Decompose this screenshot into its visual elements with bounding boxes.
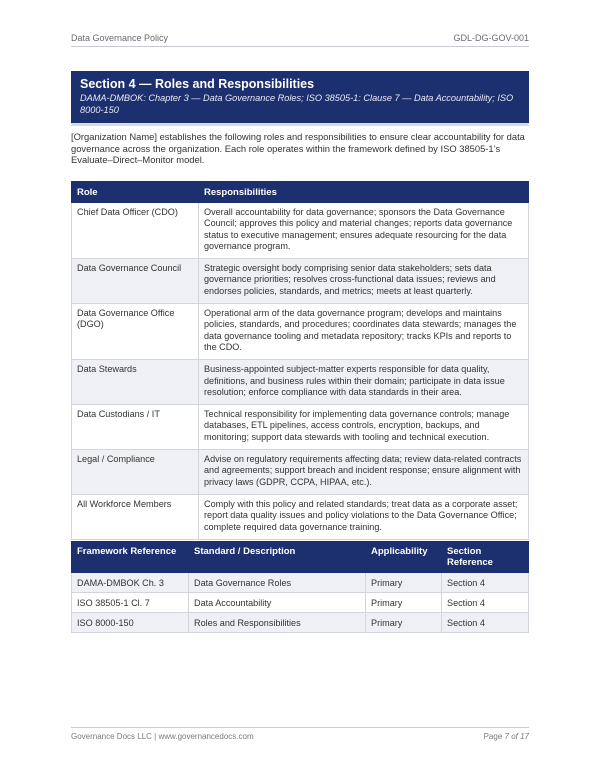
- framework-reference-cell: ISO 8000-150: [72, 613, 189, 633]
- standard-description-cell: Roles and Responsibilities: [189, 613, 366, 633]
- table-row: [72, 405, 529, 450]
- table-row: [72, 259, 529, 304]
- table-row: [72, 593, 529, 613]
- column-header-framework-reference: Framework Reference: [72, 542, 189, 573]
- table-row: [72, 450, 529, 495]
- framework-reference-cell: ISO 38505-1 Cl. 7: [72, 593, 189, 613]
- applicability-cell: Primary: [366, 573, 442, 593]
- section-reference-cell: Section 4: [442, 573, 529, 593]
- table-row: [72, 613, 529, 633]
- section-reference-cell: Section 4: [442, 613, 529, 633]
- responsibilities-cell: Operational arm of the data governance program; develops and maintains policies, standards, and procedures; coordinates data stewards; manages the data governance tooling and metadata repository; tracks KPIs and reports to the CDO.: [199, 304, 529, 360]
- table-row: [72, 203, 529, 259]
- document-id: GDL-DG-GOV-001: [453, 33, 529, 43]
- responsibilities-cell: Business-appointed subject-matter experts responsible for data quality, definitions, and business rules within their domain; participate in data issue resolution; enforce compliance with data standards in their area.: [199, 360, 529, 405]
- role-cell: All Workforce Members: [72, 494, 199, 539]
- section-title: Section 4 — Roles and Responsibilities: [80, 77, 315, 91]
- responsibilities-cell: Overall accountability for data governance; sponsors the Data Governance Council; approves this policy and material changes; reports data governance status to executive management; ensures adequate resourcing for the data governance program.: [199, 203, 529, 259]
- intro-paragraph: [Organization Name] establishes the following roles and responsibilities to ensure clear accountability for data governance across the organization. Each role operates within the framework defined by ISO 38505-1’s Evaluate–Direct–Monitor model.: [71, 131, 525, 166]
- responsibilities-cell: Strategic oversight body comprising senior data stakeholders; sets data governance priorities; resolves cross-functional data issues; reviews and endorses policies, standards, and metrics; meets at least quarterly.: [199, 259, 529, 304]
- responsibilities-cell: Comply with this policy and related standards; treat data as a corporate asset; report data quality issues and policy violations to the Data Governance Office; complete required data governance training.: [199, 494, 529, 539]
- column-header-responsibilities: Responsibilities: [199, 182, 529, 203]
- role-cell: Data Stewards: [72, 360, 199, 405]
- page-label: Page: [483, 732, 503, 741]
- roles-table: [71, 181, 529, 540]
- column-header-applicability: Applicability: [366, 542, 442, 573]
- framework-reference-table: [71, 541, 529, 633]
- section-subtitle: DAMA-DMBOK: Chapter 3 — Data Governance Roles; ISO 38505-1: Clause 7 — Data Accountability; ISO 8000-150: [80, 93, 514, 115]
- table-row: [72, 304, 529, 360]
- responsibilities-cell: Technical responsibility for implementing data governance controls; manage databases, ETL pipelines, access controls, encryption, backups, and monitoring; support data stewards with tooling and technical execution.: [199, 405, 529, 450]
- role-cell: Data Governance Office (DGO): [72, 304, 199, 360]
- table-row: [72, 494, 529, 539]
- framework-reference-cell: DAMA-DMBOK Ch. 3: [72, 573, 189, 593]
- page-header: [71, 33, 529, 47]
- standard-description-cell: Data Accountability: [189, 593, 366, 613]
- footer-company: Governance Docs LLC | www.governancedocs.com: [71, 732, 254, 741]
- role-cell: Legal / Compliance: [72, 450, 199, 495]
- applicability-cell: Primary: [366, 593, 442, 613]
- document-title: Data Governance Policy: [71, 33, 169, 43]
- column-header-section-reference: Section Reference: [442, 542, 529, 573]
- applicability-cell: Primary: [366, 613, 442, 633]
- page-current: 7: [504, 732, 509, 741]
- role-cell: Data Custodians / IT: [72, 405, 199, 450]
- roles-table-header-row: [72, 182, 529, 203]
- page-number: [484, 732, 529, 741]
- role-cell: Chief Data Officer (CDO): [72, 203, 199, 259]
- role-cell: Data Governance Council: [72, 259, 199, 304]
- section-banner: [71, 71, 529, 126]
- standard-description-cell: Data Governance Roles: [189, 573, 366, 593]
- page-total: 17: [520, 732, 529, 741]
- table-row: [72, 360, 529, 405]
- column-header-role: Role: [72, 182, 199, 203]
- page-footer: [71, 727, 529, 741]
- table-row: [72, 573, 529, 593]
- section-reference-cell: Section 4: [442, 593, 529, 613]
- column-header-standard-description: Standard / Description: [189, 542, 366, 573]
- responsibilities-cell: Advise on regulatory requirements affecting data; review data-related contracts and agreements; support breach and incident response; ensure alignment with privacy laws (GDPR, CCPA, HIPAA, etc.).: [199, 450, 529, 495]
- framework-table-header-row: [72, 542, 529, 573]
- page-of: of: [511, 732, 518, 741]
